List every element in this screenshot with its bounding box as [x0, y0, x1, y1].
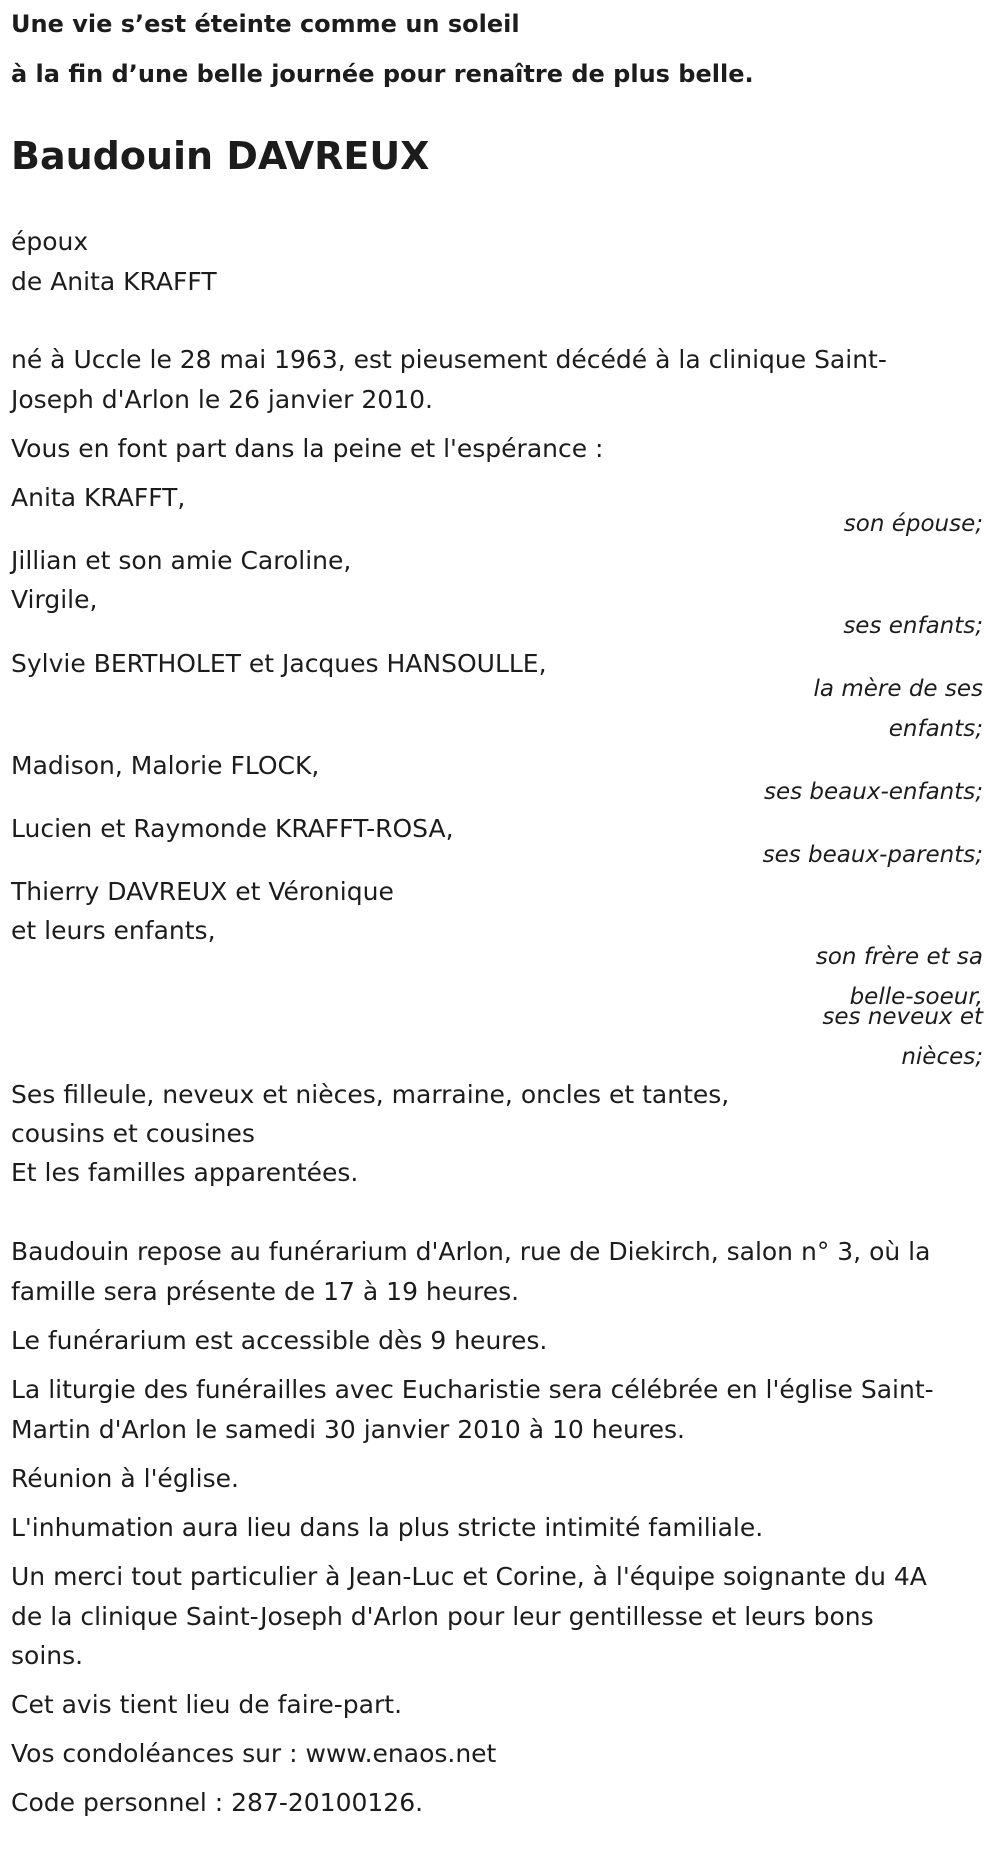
family-children-role: ses enfants;: [843, 613, 983, 639]
family-spouse-role: son épouse;: [843, 511, 983, 537]
burial-line: L'inhumation aura lieu dans la plus stricte intimité familiale.: [11, 1513, 764, 1542]
thanks-line-1: Un merci tout particulier à Jean-Luc et Corine, à l'équipe soignante du 4A: [11, 1562, 927, 1591]
family-brother-role-1: son frère et sa: [815, 944, 983, 970]
family-parentsinlaw-role: ses beaux-parents;: [762, 842, 983, 868]
liturgy-line-1: La liturgie des funérailles avec Eucharistie sera célébrée en l'église Saint-: [11, 1375, 934, 1404]
code-line: Code personnel : 287-20100126.: [11, 1788, 424, 1817]
extended-family-line-2: cousins et cousines: [11, 1119, 255, 1148]
birth-death-line-1: né à Uccle le 28 mai 1963, est pieusement décédé à la clinique Saint-: [11, 345, 887, 374]
family-children-name-1: Jillian et son amie Caroline,: [11, 546, 352, 575]
family-brother-name-1: Thierry DAVREUX et Véronique: [11, 877, 394, 906]
liturgy-line-2: Martin d'Arlon le samedi 30 janvier 2010 à 10 heures.: [11, 1415, 685, 1444]
family-mother-role-2: enfants;: [888, 716, 983, 742]
meeting-line: Réunion à l'église.: [11, 1464, 239, 1493]
birth-death-line-2: Joseph d'Arlon le 26 janvier 2010.: [11, 385, 433, 414]
family-stepchildren-name: Madison, Malorie FLOCK,: [11, 751, 320, 780]
access-line: Le funérarium est accessible dès 9 heures.: [11, 1326, 548, 1355]
family-stepchildren-role: ses beaux-enfants;: [763, 779, 983, 805]
repose-line-2: famille sera présente de 17 à 19 heures.: [11, 1277, 520, 1306]
family-brother-name-2: et leurs enfants,: [11, 916, 216, 945]
family-children-name-2: Virgile,: [11, 585, 98, 614]
family-mother-name: Sylvie BERTHOLET et Jacques HANSOULLE,: [11, 649, 547, 678]
condolences-line: Vos condoléances sur : www.enaos.net: [11, 1739, 497, 1768]
relation-line-2: de Anita KRAFFT: [11, 267, 217, 296]
extended-family-line-1: Ses filleule, neveux et nièces, marraine, oncles et tantes,: [11, 1080, 730, 1109]
relation-line-1: époux: [11, 227, 89, 256]
family-spouse-name: Anita KRAFFT,: [11, 483, 186, 512]
intro-line-1: Une vie s’est éteinte comme un soleil: [11, 10, 520, 38]
extended-family-line-3: Et les familles apparentées.: [11, 1158, 359, 1187]
announce-line: Vous en font part dans la peine et l'espérance :: [11, 434, 604, 463]
deceased-name: Baudouin DAVREUX: [11, 134, 430, 178]
thanks-line-3: soins.: [11, 1641, 84, 1670]
family-brother-role-4: nièces;: [901, 1044, 983, 1070]
family-mother-role-1: la mère de ses: [813, 676, 983, 702]
family-brother-role-2: belle-soeur,: [849, 984, 983, 1010]
repose-line-1: Baudouin repose au funérarium d'Arlon, rue de Diekirch, salon n° 3, où la: [11, 1237, 931, 1266]
notice-line: Cet avis tient lieu de faire-part.: [11, 1690, 403, 1719]
thanks-line-2: de la clinique Saint-Joseph d'Arlon pour leur gentillesse et leurs bons: [11, 1602, 874, 1631]
intro-line-2: à la fin d’une belle journée pour renaître de plus belle.: [11, 60, 754, 88]
family-parentsinlaw-name: Lucien et Raymonde KRAFFT-ROSA,: [11, 814, 454, 843]
family-brother-role-3: ses neveux et: [822, 1004, 983, 1030]
